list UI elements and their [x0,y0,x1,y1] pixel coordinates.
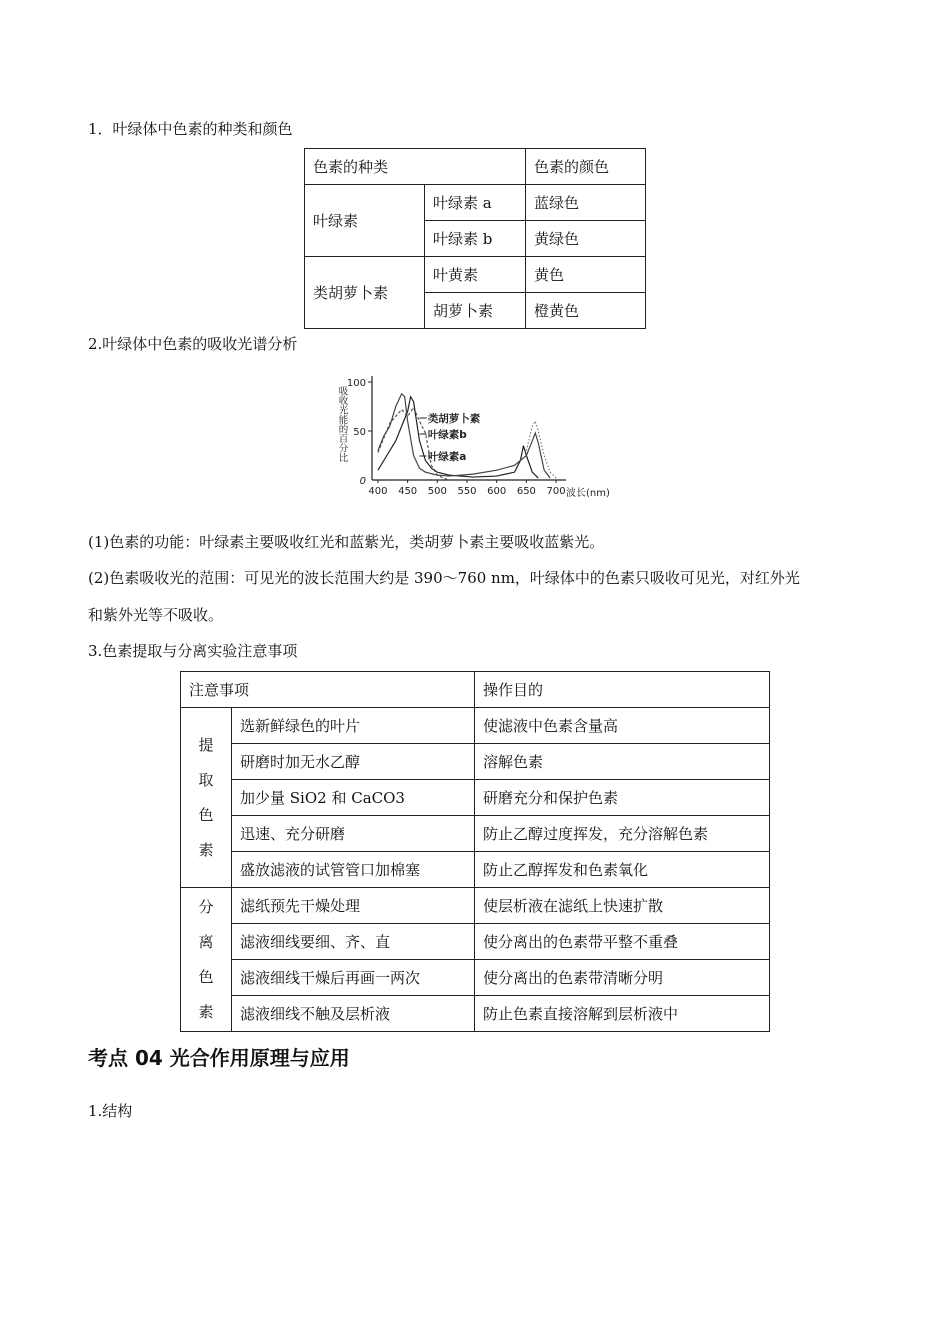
y-tick-label: 0 [359,476,366,487]
pigment-color-table [304,148,646,329]
y-tick-label: 100 [346,378,366,389]
table-cell: 盛放滤液的试管管口加棉塞 [232,852,475,888]
table-cell: 滤液细线要细、齐、直 [232,924,475,960]
group-char: 离 [198,932,214,951]
paragraph: (1)色素的功能：叶绿素主要吸收红光和蓝紫光，类胡萝卜素主要吸收蓝紫光。 [88,533,605,551]
group-char: 色 [198,967,214,986]
group-char: 取 [198,770,214,789]
series-label: 叶绿素a [427,451,467,463]
section-heading: 考点 04 光合作用原理与应用 [88,1046,350,1070]
table-cell: 黄绿色 [526,221,646,257]
x-tick-label: 400 [368,486,388,497]
section-title-experiment: 3.色素提取与分离实验注意事项 [88,642,298,660]
table-cell: 叶绿素 a [425,185,526,221]
table-cell: 蓝绿色 [526,185,646,221]
sub-title: 1.结构 [88,1102,133,1120]
group-label-extract [181,708,232,888]
table-cell: 研磨时加无水乙醇 [232,744,475,780]
table-header: 色素的种类 [305,149,526,185]
x-tick-label: 600 [487,486,507,497]
section-title-absorption: 2.叶绿体中色素的吸收光谱分析 [88,335,298,353]
table-cell: 研磨充分和保护色素 [475,780,770,816]
table-cell: 防止乙醇挥发和色素氧化 [475,852,770,888]
table-cell: 滤液细线干燥后再画一两次 [232,960,475,996]
table-cell: 防止乙醇过度挥发，充分溶解色素 [475,816,770,852]
table-cell: 使滤液中色素含量高 [475,708,770,744]
paragraph: (2)色素吸收光的范围：可见光的波长范围大约是 390～760 nm，叶绿体中的色素只吸收可见光，对红外光 [88,569,800,587]
group-label: 叶绿素 [305,185,425,257]
table-cell: 加少量 SiO2 和 CaCO3 [232,780,475,816]
series-label: 类胡萝卜素 [427,413,481,425]
table-cell: 黄色 [526,257,646,293]
table-cell: 使分离出的色素带清晰分明 [475,960,770,996]
x-axis-label: 波长(nm) [566,488,610,499]
table-header: 操作目的 [475,672,770,708]
table-header: 注意事项 [181,672,475,708]
x-tick-label: 500 [427,486,447,497]
group-char: 素 [198,840,214,859]
x-tick-label: 650 [516,486,536,497]
group-label-separate [181,888,232,1032]
table-cell: 叶黄素 [425,257,526,293]
y-tick-label: 50 [353,427,366,438]
paragraph: 和紫外光等不吸收。 [88,606,224,624]
table-cell: 叶绿素 b [425,221,526,257]
series-label: 叶绿素b [427,429,467,441]
x-tick-label: 700 [546,486,566,497]
table-cell: 溶解色素 [475,744,770,780]
table-cell: 橙黄色 [526,293,646,329]
group-label: 类胡萝卜素 [305,257,425,329]
x-tick-label: 450 [398,486,418,497]
group-char: 分 [198,897,214,916]
table-header: 色素的颜色 [526,149,646,185]
group-char: 提 [198,735,214,754]
table-cell: 使层析液在滤纸上快速扩散 [475,888,770,924]
y-axis-label: 吸收光能的百分比 [336,386,348,462]
table-cell: 迅速、充分研磨 [232,816,475,852]
group-char: 色 [198,805,214,824]
x-tick-label: 550 [457,486,477,497]
table-cell: 胡萝卜素 [425,293,526,329]
group-char: 素 [198,1002,214,1021]
table-cell: 选新鲜绿色的叶片 [232,708,475,744]
section-title-pigment-types: 1．叶绿体中色素的种类和颜色 [88,120,293,138]
experiment-notes-table [180,671,770,1032]
table-cell: 使分离出的色素带平整不重叠 [475,924,770,960]
table-cell: 防止色素直接溶解到层析液中 [475,996,770,1032]
table-cell: 滤纸预先干燥处理 [232,888,475,924]
absorption-spectrum-chart [330,366,630,502]
table-cell: 滤液细线不触及层析液 [232,996,475,1032]
